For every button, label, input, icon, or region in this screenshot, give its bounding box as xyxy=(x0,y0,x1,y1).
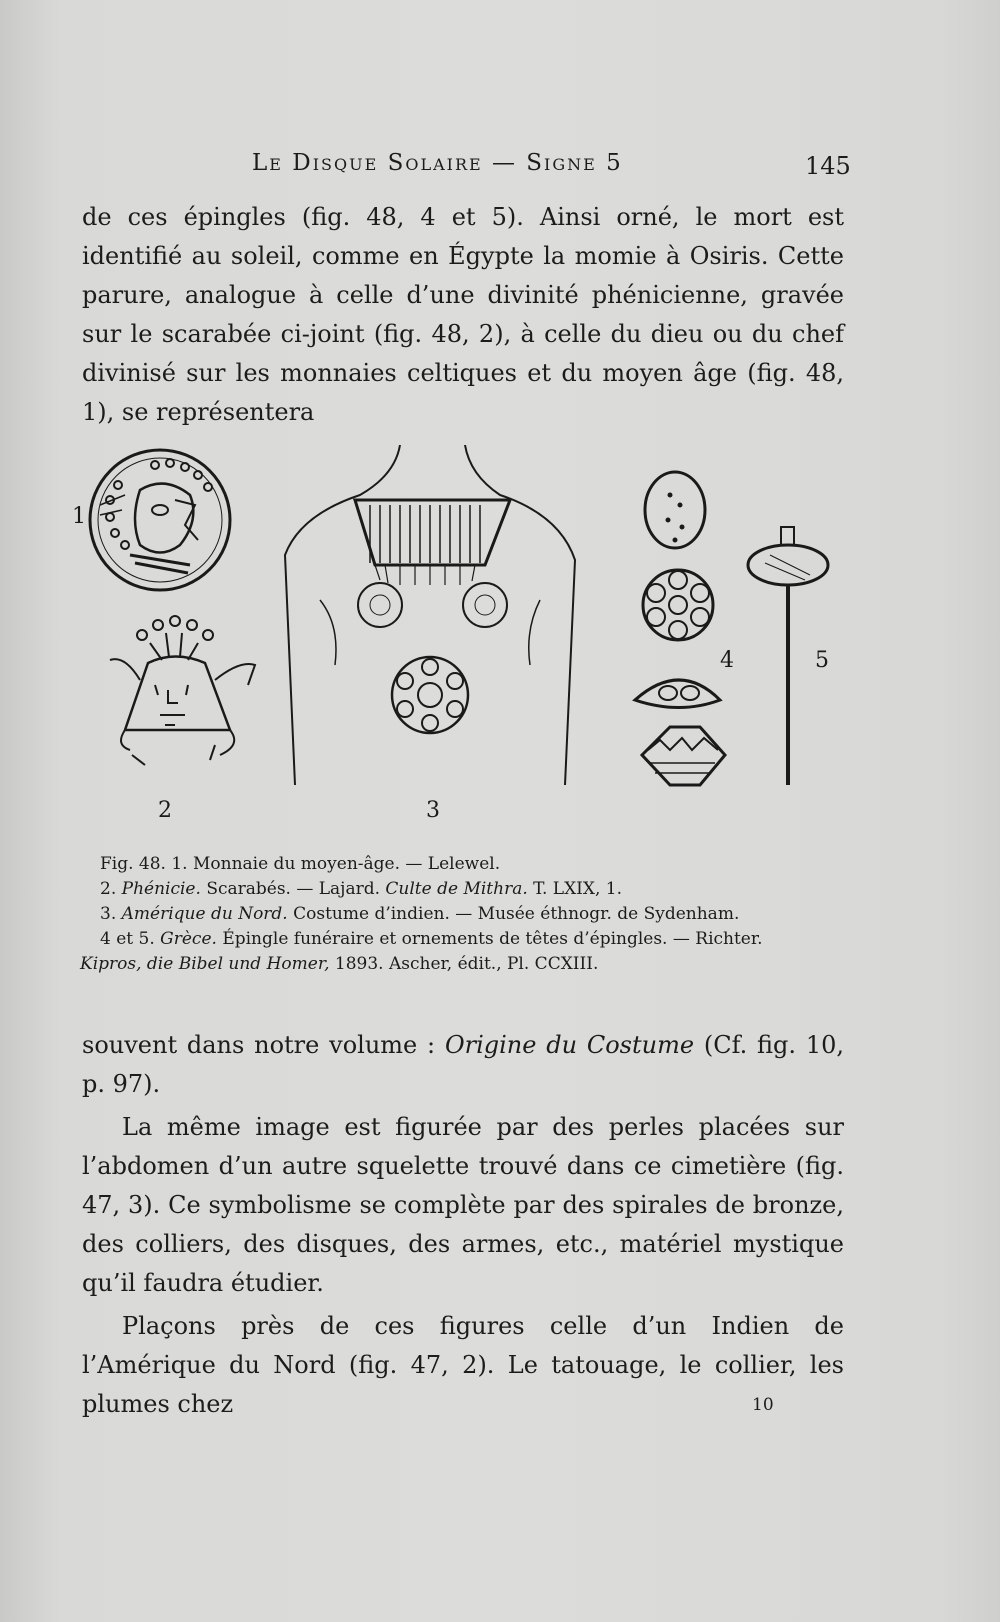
paragraph-2 xyxy=(82,1026,844,1104)
signature-mark: 10 xyxy=(752,1395,774,1415)
figure-label-5: 5 xyxy=(815,648,829,673)
paragraph-4: Plaçons près de ces figures celle d’un Indien de l’Amérique du Nord (fig. 47, 2). Le tatouage, le collier, les plumes chez xyxy=(82,1312,844,1418)
caption-2-number: 2. xyxy=(100,879,117,899)
paragraph-3: La même image est figurée par des perles placées sur l’abdomen d’un autre squelette trouvé dans ce cimetière (fig. 47, 3). Ce symbolisme se complète par des spirales de bronze, des colliers, des disques, des armes, etc., matériel mystique qu’il faudra étudier. xyxy=(82,1113,844,1297)
caption-5-work: Kipros, die Bibel und Homer, xyxy=(80,954,330,974)
caption-3-number: 3. xyxy=(100,904,117,924)
caption-2-place: Phénicie. xyxy=(121,879,201,899)
caption-4-description: Épingle funéraire et ornements de têtes d’épingles. — Richter. xyxy=(222,929,763,949)
paragraph-2-title: Origine du Costume xyxy=(444,1031,695,1059)
paragraph-1: de ces épingles (fig. 48, 4 et 5). Ainsi orné, le mort est identifié au soleil, comme en Égypte la momie à Osiris. Cette parure, analogue à celle d’une divinité phénicienne, gravée sur le scarabée ci-joint (fig. 48, 2), à celle du dieu ou du chef divinisé sur les monnaies celtiques et du moyen âge (fig. 48, 1), se représentera xyxy=(82,203,844,426)
figure-label-2: 2 xyxy=(158,798,172,823)
figure-48 xyxy=(70,445,860,845)
caption-line-4 xyxy=(80,927,850,952)
caption-4-number: 4 et 5. xyxy=(100,929,155,949)
coin-drawing xyxy=(90,450,230,590)
figure-label-1: 1 xyxy=(72,504,86,529)
figure-48-illustration xyxy=(70,445,860,845)
scarab-figure-drawing xyxy=(110,616,255,765)
paragraph-continuation xyxy=(82,198,844,432)
caption-4-place: Grèce. xyxy=(160,929,217,949)
indian-torso-drawing xyxy=(285,445,575,785)
caption-5-publisher: 1893. Ascher, édit., Pl. CCXIII. xyxy=(334,954,599,974)
caption-3-place: Amérique du Nord. xyxy=(121,904,288,924)
running-head-title: Le Disque Solaire — Signe 5 xyxy=(252,150,623,176)
page-number: 145 xyxy=(805,152,851,180)
figure-caption xyxy=(80,852,850,977)
figure-label-3: 3 xyxy=(426,798,440,823)
figure-label-4: 4 xyxy=(720,648,734,673)
caption-2-source: Scarabés. — Lajard. xyxy=(206,879,380,899)
paragraph-2-text: souvent dans notre volume : xyxy=(82,1031,445,1059)
caption-2-work: Culte de Mithra. xyxy=(385,879,528,899)
paragraph-2-end: (Cf. fig. 10, p. 97). xyxy=(82,1031,845,1098)
caption-2-plate: T. LXIX, 1. xyxy=(533,879,623,899)
caption-line-1: Fig. 48. 1. Monnaie du moyen-âge. — Lelewel. xyxy=(100,854,501,874)
main-text-after-figure xyxy=(82,1026,844,1424)
caption-line-5 xyxy=(80,952,850,977)
caption-line-2 xyxy=(80,877,850,902)
pin-head-ornaments-drawing xyxy=(635,472,725,785)
caption-line-3 xyxy=(80,902,850,927)
caption-3-description: Costume d’indien. — Musée éthnogr. de Sydenham. xyxy=(293,904,740,924)
